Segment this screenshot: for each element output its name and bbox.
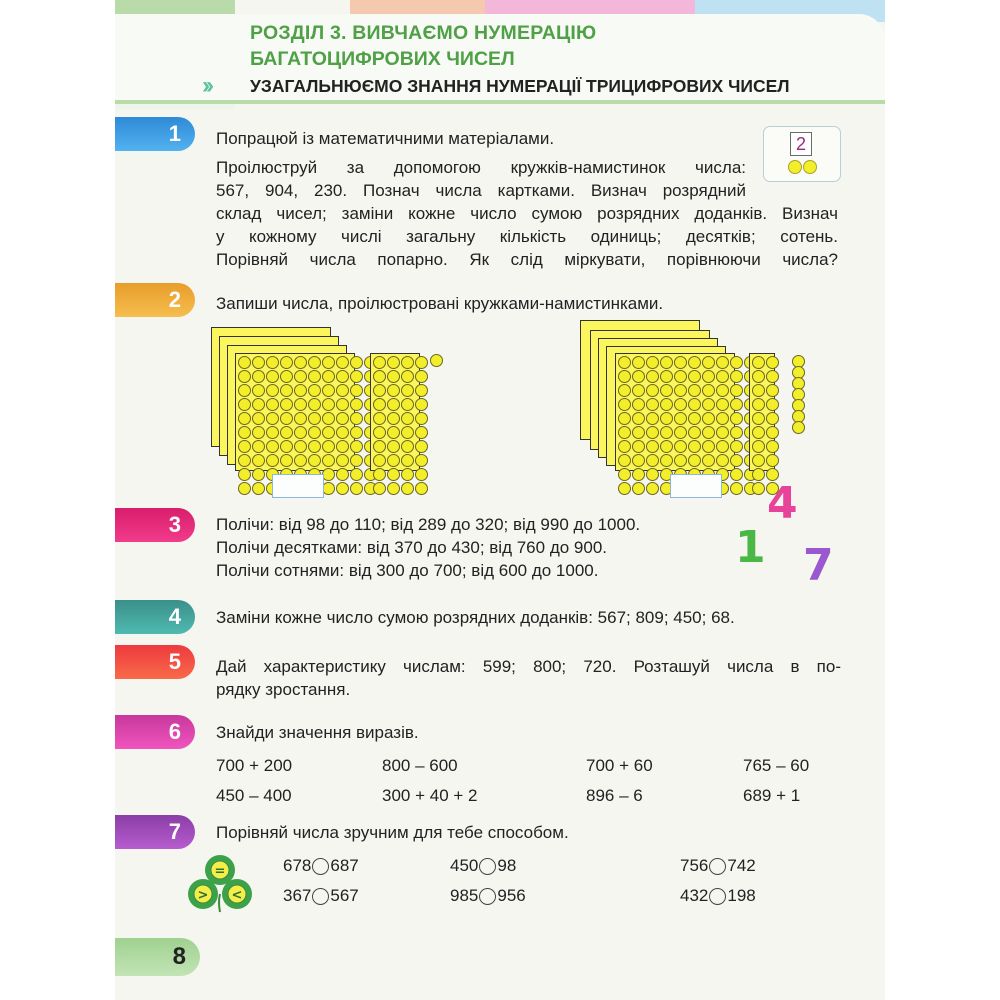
bead-icon	[618, 398, 631, 411]
bead-icon	[252, 454, 265, 467]
bead-icon	[688, 440, 701, 453]
bead-icon	[294, 370, 307, 383]
bead-icon	[688, 384, 701, 397]
exercise-1-line: 567, 904, 230. Познач числа картками. Визнач розрядний	[216, 181, 746, 200]
bead-icon	[238, 468, 251, 481]
bead-icon	[401, 384, 414, 397]
bead-icon	[280, 412, 293, 425]
bead-icon	[688, 454, 701, 467]
expression: 700 + 200	[216, 756, 293, 775]
comparison-item	[450, 886, 526, 906]
bead-icon	[350, 356, 363, 369]
bead-icon	[660, 454, 673, 467]
bead-icon	[322, 398, 335, 411]
bead-icon	[238, 384, 251, 397]
exercise-number-badge: 4	[115, 600, 195, 634]
clover-comparison-signs-icon	[185, 852, 255, 922]
exercise-6-line: Знайди значення виразів.	[216, 723, 419, 742]
bead-icon	[280, 454, 293, 467]
bead-icon	[238, 412, 251, 425]
bead-icon	[632, 440, 645, 453]
bead-icon	[373, 468, 386, 481]
bead-icon	[308, 384, 321, 397]
bead-icon	[766, 384, 779, 397]
bead-icon	[294, 440, 307, 453]
number-card-hint	[763, 126, 841, 182]
bead-icon	[280, 370, 293, 383]
number-mascot-one-icon: 1	[735, 522, 766, 573]
bead-icon	[401, 426, 414, 439]
bead-icon	[308, 398, 321, 411]
bead-icon	[336, 356, 349, 369]
comparison-item	[450, 856, 516, 876]
expression: 689 + 1	[743, 786, 801, 805]
bead-icon	[252, 398, 265, 411]
bead-icon	[674, 356, 687, 369]
bead-icon	[716, 426, 729, 439]
bead-icon	[336, 412, 349, 425]
bead-icon	[688, 370, 701, 383]
bead-icon	[401, 482, 414, 495]
topic-title: УЗАГАЛЬНЮЄМО ЗНАННЯ НУМЕРАЦІЇ ТРИЦИФРОВИХ ЧИСЕЛ	[250, 76, 790, 96]
number-mascot-seven-icon: 7	[803, 540, 834, 591]
bead-icon	[674, 454, 687, 467]
bead-icon	[350, 440, 363, 453]
bead-icon	[646, 370, 659, 383]
bead-icon	[336, 370, 349, 383]
bead-icon	[373, 384, 386, 397]
unit-bead	[792, 421, 805, 434]
exercise-number-badge: 7	[115, 815, 195, 849]
expression: 765 – 60	[743, 756, 810, 775]
bead-icon	[308, 412, 321, 425]
bead-icon	[401, 454, 414, 467]
number-right: 198	[727, 886, 756, 905]
bead-icon	[766, 412, 779, 425]
hundred-plate-beads	[235, 353, 355, 471]
bead-icon	[280, 440, 293, 453]
bead-icon	[702, 370, 715, 383]
bead-icon	[752, 370, 765, 383]
exercise-1-line: Проілюструй за допомогою кружків-намистинок числа:	[216, 158, 746, 177]
exercise-number-badge: 3	[115, 508, 195, 542]
bead-icon	[401, 412, 414, 425]
exercise-7-line: Порівняй числа зручним для тебе способом.	[216, 823, 569, 842]
bead-icon	[401, 356, 414, 369]
bead-icon	[238, 440, 251, 453]
expression: 300 + 40 + 2	[382, 786, 478, 805]
number-right: 98	[497, 856, 517, 875]
bead-icon	[716, 454, 729, 467]
comparison-circle[interactable]	[709, 888, 726, 905]
bead-icon	[350, 482, 363, 495]
bead-icon	[632, 370, 645, 383]
bead-icon	[674, 440, 687, 453]
bead-icon	[752, 440, 765, 453]
bead-icon	[632, 426, 645, 439]
exercise-number-badge: 6	[115, 715, 195, 749]
bead-icon	[373, 356, 386, 369]
bead-icon	[618, 356, 631, 369]
bead-icon	[415, 468, 428, 481]
header-divider	[115, 100, 885, 104]
bead-icon	[752, 412, 765, 425]
bead-icon	[716, 412, 729, 425]
bead-icon	[322, 454, 335, 467]
bead-icon	[688, 356, 701, 369]
bead-icon	[350, 384, 363, 397]
bead-icon	[387, 440, 400, 453]
bead-icon	[415, 440, 428, 453]
number-right: 687	[330, 856, 359, 875]
bead-icon	[294, 356, 307, 369]
number-left: 450	[450, 856, 479, 875]
bead-icon	[266, 370, 279, 383]
bead-icon	[322, 426, 335, 439]
bead-icon	[415, 384, 428, 397]
bead-icon	[730, 454, 743, 467]
expression: 800 – 600	[382, 756, 458, 775]
bead-icon	[238, 356, 251, 369]
bead-icon	[660, 370, 673, 383]
bead-icon	[294, 412, 307, 425]
exercise-4-line: Заміни кожне число сумою розрядних доданків: 567; 809; 450; 68.	[216, 608, 735, 627]
bead-icon	[618, 468, 631, 481]
bead-icon	[730, 356, 743, 369]
answer-box[interactable]	[272, 474, 324, 498]
comparison-circle[interactable]	[312, 888, 329, 905]
bead-icon	[674, 370, 687, 383]
bead-icon	[660, 440, 673, 453]
bead-icon	[618, 426, 631, 439]
bead-icon	[788, 160, 802, 174]
chapter-title-line1: РОЗДІЛ 3. ВИВЧАЄМО НУМЕРАЦІЮ	[250, 22, 597, 44]
bead-icon	[350, 398, 363, 411]
bead-icon	[716, 440, 729, 453]
bead-icon	[752, 398, 765, 411]
bead-icon	[387, 412, 400, 425]
number-right: 567	[330, 886, 359, 905]
bead-icon	[702, 384, 715, 397]
bead-icon	[646, 426, 659, 439]
bead-icon	[688, 398, 701, 411]
bead-icon	[266, 454, 279, 467]
bead-icon	[674, 398, 687, 411]
unit-bead	[430, 354, 443, 367]
bead-icon	[266, 412, 279, 425]
bead-icon	[252, 468, 265, 481]
bead-icon	[322, 370, 335, 383]
bead-icon	[730, 440, 743, 453]
exercise-5-line: Дай характеристику числам: 599; 800; 720. Розташуй числа в по-	[216, 657, 841, 676]
exercise-3-line: Полічи сотнями: від 300 до 700; від 600 до 1000.	[216, 561, 599, 580]
bead-icon	[674, 426, 687, 439]
bead-icon	[294, 426, 307, 439]
bead-icon	[688, 412, 701, 425]
bead-icon	[322, 412, 335, 425]
bead-icon	[766, 440, 779, 453]
bead-icon	[294, 454, 307, 467]
answer-box[interactable]	[670, 474, 722, 498]
bead-icon	[266, 356, 279, 369]
bead-icon	[350, 454, 363, 467]
number-right: 742	[727, 856, 756, 875]
number-card: 2	[790, 132, 812, 156]
bead-icon	[646, 454, 659, 467]
bead-icon	[387, 356, 400, 369]
bead-icon	[350, 412, 363, 425]
bead-icon	[387, 384, 400, 397]
exercise-number-badge: 5	[115, 645, 195, 679]
bead-icon	[752, 454, 765, 467]
expression: 896 – 6	[586, 786, 643, 805]
bead-icon	[373, 482, 386, 495]
number-right: 956	[497, 886, 526, 905]
bead-icon	[415, 356, 428, 369]
number-left: 985	[450, 886, 479, 905]
bead-icon	[660, 398, 673, 411]
bead-icon	[294, 384, 307, 397]
bead-icon	[401, 468, 414, 481]
bead-icon	[387, 482, 400, 495]
bead-icon	[322, 384, 335, 397]
bead-icon	[752, 426, 765, 439]
bead-icon	[618, 482, 631, 495]
textbook-page	[115, 0, 885, 1000]
svg-text:>: >	[197, 888, 209, 903]
bead-icon	[730, 468, 743, 481]
chapter-title-line2: БАГАТОЦИФРОВИХ ЧИСЕЛ	[250, 48, 515, 70]
bead-icon	[336, 454, 349, 467]
bead-icon	[730, 398, 743, 411]
ten-strips	[370, 353, 420, 471]
bead-icon	[373, 398, 386, 411]
bead-icon	[280, 356, 293, 369]
bead-icon	[252, 440, 265, 453]
bead-icon	[415, 482, 428, 495]
bead-icon	[752, 356, 765, 369]
bead-icon	[238, 426, 251, 439]
exercise-number-badge: 1	[115, 117, 195, 151]
bead-icon	[415, 370, 428, 383]
bead-icon	[752, 482, 765, 495]
number-mascot-four-icon: 4	[767, 478, 798, 529]
exercise-3-line: Полічи десятками: від 370 до 430; від 760 до 900.	[216, 538, 607, 557]
bead-icon	[387, 468, 400, 481]
bead-icon	[730, 412, 743, 425]
exercise-1-line: Попрацюй із математичними матеріалами.	[216, 129, 555, 148]
bead-icon	[730, 370, 743, 383]
bead-icon	[373, 370, 386, 383]
exercise-1-line: склад чисел; заміни кожне число сумою розрядних доданків. Визнач	[216, 204, 838, 223]
bead-icon	[252, 384, 265, 397]
bead-icon	[702, 440, 715, 453]
bead-icon	[373, 440, 386, 453]
bead-icon	[646, 482, 659, 495]
bead-icon	[646, 384, 659, 397]
comparison-circle[interactable]	[479, 858, 496, 875]
bead-icon	[752, 468, 765, 481]
bead-icon	[415, 454, 428, 467]
bead-icon	[646, 468, 659, 481]
bead-icon	[766, 370, 779, 383]
bead-icon	[716, 370, 729, 383]
bead-icon	[280, 398, 293, 411]
bead-icon	[766, 426, 779, 439]
bead-icon	[350, 468, 363, 481]
bead-icon	[730, 426, 743, 439]
bead-icon	[322, 440, 335, 453]
bead-icon	[308, 454, 321, 467]
svg-text:=: =	[214, 864, 226, 879]
bead-icon	[660, 384, 673, 397]
bead-icon	[752, 384, 765, 397]
bead-icon	[646, 356, 659, 369]
exercise-3-line: Полічи: від 98 до 110; від 289 до 320; від 990 до 1000.	[216, 515, 641, 534]
bead-icon	[387, 370, 400, 383]
bead-icon	[632, 454, 645, 467]
bead-icon	[336, 482, 349, 495]
bead-icon	[252, 370, 265, 383]
bead-icon	[618, 412, 631, 425]
bead-icon	[702, 426, 715, 439]
comparison-item	[680, 856, 756, 876]
bead-icon	[632, 482, 645, 495]
bead-icon	[387, 454, 400, 467]
bead-icon	[280, 384, 293, 397]
bead-icon	[766, 356, 779, 369]
bead-icon	[308, 426, 321, 439]
bead-icon	[730, 482, 743, 495]
bead-icon	[401, 440, 414, 453]
exercise-1-line: Порівняй числа попарно. Як слід міркувати, порівнюючи числа?	[216, 250, 838, 269]
bead-icon	[618, 440, 631, 453]
bead-icon	[238, 398, 251, 411]
comparison-circle[interactable]	[312, 858, 329, 875]
bead-icon	[294, 398, 307, 411]
bead-icon	[415, 426, 428, 439]
double-chevron-icon: ››	[202, 72, 210, 99]
bead-icon	[308, 356, 321, 369]
bead-icon	[308, 370, 321, 383]
number-left: 756	[680, 856, 709, 875]
comparison-item	[283, 856, 359, 876]
bead-icon	[702, 412, 715, 425]
bead-icon	[702, 356, 715, 369]
bead-icon	[716, 398, 729, 411]
number-left: 678	[283, 856, 312, 875]
bead-icon	[238, 454, 251, 467]
bead-icon	[618, 454, 631, 467]
bead-icon	[618, 384, 631, 397]
hundred-plate-beads	[615, 353, 735, 471]
bead-icon	[336, 468, 349, 481]
page-number: 8	[115, 938, 200, 976]
bead-icon	[702, 454, 715, 467]
bead-icon	[415, 398, 428, 411]
bead-icon	[674, 384, 687, 397]
comparison-circle[interactable]	[479, 888, 496, 905]
number-left: 432	[680, 886, 709, 905]
bead-icon	[387, 426, 400, 439]
bead-icon	[336, 440, 349, 453]
bead-icon	[646, 398, 659, 411]
bead-icon	[252, 356, 265, 369]
exercise-2-line: Запиши числа, проілюстровані кружками-намистинками.	[216, 294, 664, 313]
bead-icon	[322, 356, 335, 369]
bead-icon	[716, 356, 729, 369]
bead-icon	[266, 426, 279, 439]
expression: 450 – 400	[216, 786, 292, 805]
comparison-circle[interactable]	[709, 858, 726, 875]
bead-icon	[266, 384, 279, 397]
bead-icon	[387, 398, 400, 411]
expression: 700 + 60	[586, 756, 653, 775]
bead-icon	[266, 398, 279, 411]
bead-icon	[336, 398, 349, 411]
bead-icon	[415, 412, 428, 425]
ten-strips	[749, 353, 775, 471]
bead-icon	[266, 440, 279, 453]
exercise-5-line: рядку зростання.	[216, 680, 351, 699]
exercise-number-badge: 2	[115, 283, 195, 317]
bead-icon	[688, 426, 701, 439]
bead-icon	[803, 160, 817, 174]
bead-icon	[632, 384, 645, 397]
svg-text:<: <	[231, 888, 243, 903]
bead-icon	[252, 482, 265, 495]
bead-icon	[350, 370, 363, 383]
bead-icon	[716, 384, 729, 397]
bead-icon	[632, 468, 645, 481]
bead-icon	[660, 426, 673, 439]
bead-icon	[660, 412, 673, 425]
bead-icon	[646, 412, 659, 425]
bead-icon	[702, 398, 715, 411]
comparison-item	[680, 886, 756, 906]
bead-icon	[618, 370, 631, 383]
bead-icon	[308, 440, 321, 453]
bead-icon	[646, 440, 659, 453]
bead-icon	[238, 482, 251, 495]
bead-icon	[252, 412, 265, 425]
bead-icon	[401, 370, 414, 383]
bead-icon	[632, 412, 645, 425]
bead-icon	[238, 370, 251, 383]
bead-icon	[632, 356, 645, 369]
bead-icon	[252, 426, 265, 439]
bead-icon	[766, 398, 779, 411]
bead-icon	[336, 384, 349, 397]
comparison-item	[283, 886, 359, 906]
bead-icon	[730, 384, 743, 397]
bead-icon	[632, 398, 645, 411]
bead-icon	[350, 426, 363, 439]
exercise-1-line: у кожному числі загальну кількість одиниць; десятків; сотень.	[216, 227, 838, 246]
bead-icon	[401, 398, 414, 411]
bead-icon	[674, 412, 687, 425]
bead-icon	[373, 454, 386, 467]
bead-icon	[373, 412, 386, 425]
bead-icon	[336, 426, 349, 439]
bead-icon	[373, 426, 386, 439]
bead-icon	[660, 356, 673, 369]
number-left: 367	[283, 886, 312, 905]
bead-icon	[280, 426, 293, 439]
bead-icon	[766, 454, 779, 467]
